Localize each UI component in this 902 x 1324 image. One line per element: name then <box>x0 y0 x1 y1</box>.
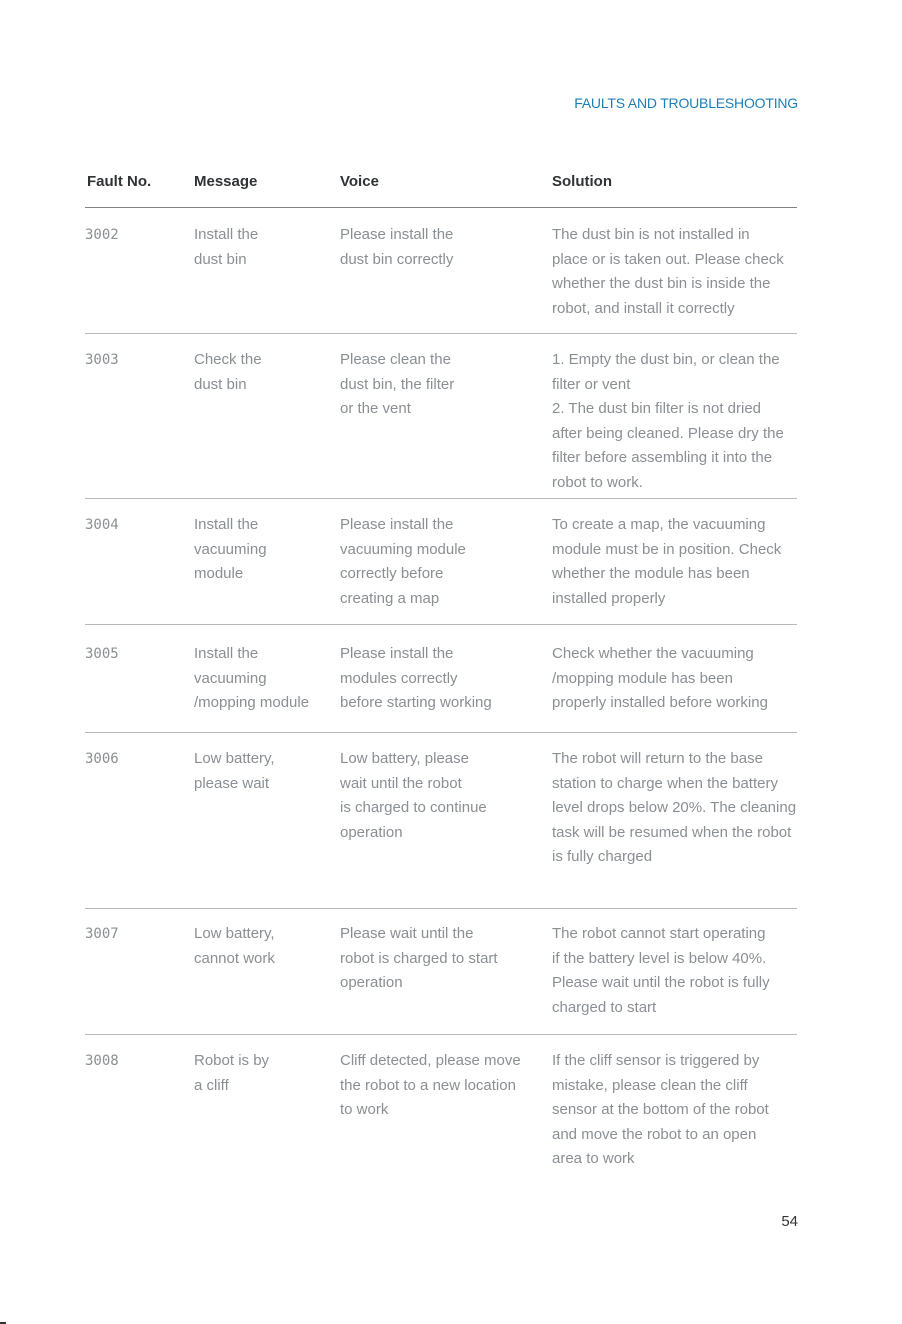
fault-voice: Low battery, please wait until the robot is charged to continue operation <box>340 750 487 841</box>
fault-solution: The robot will return to the base station to charge when the battery level drops below 20%. The cleaning task will be resumed when the robot is fully charged <box>552 750 797 865</box>
column-header-message: Message <box>194 173 258 190</box>
column-header-solution: Solution <box>552 173 612 190</box>
row-divider <box>85 333 797 334</box>
column-header-fault-no: Fault No. <box>87 173 152 190</box>
fault-solution: If the cliff sensor is triggered by mistake, please clean the cliff sensor at the bottom of the robot and move the robot to an open area to work <box>552 1052 769 1167</box>
fault-number: 3006 <box>85 751 119 767</box>
row-divider <box>85 1034 797 1035</box>
fault-voice: Cliff detected, please move the robot to a new location to work <box>340 1052 521 1118</box>
fault-message: Install the vacuuming module <box>194 516 267 582</box>
fault-message: Install the dust bin <box>194 226 259 268</box>
fault-number: 3003 <box>85 352 119 368</box>
fault-number: 3004 <box>85 517 119 533</box>
row-divider <box>85 624 797 625</box>
section-title: FAULTS AND TROUBLESHOOTING <box>574 95 798 111</box>
fault-voice: Please wait until the robot is charged to start operation <box>340 925 498 991</box>
fault-voice: Please install the vacuuming module correctly before creating a map <box>340 516 466 607</box>
fault-message: Robot is by a cliff <box>194 1052 270 1094</box>
row-divider <box>85 732 797 733</box>
fault-message: Low battery, cannot work <box>194 925 275 967</box>
fault-message: Install the vacuuming /mopping module <box>194 645 310 711</box>
row-divider <box>85 498 797 499</box>
fault-solution: 1. Empty the dust bin, or clean the filter or vent 2. The dust bin filter is not dried after being cleaned. Please dry the filter before assembling it into the robot to work. <box>552 351 784 491</box>
row-divider <box>85 908 797 909</box>
fault-number: 3005 <box>85 646 119 662</box>
fault-number: 3008 <box>85 1053 119 1069</box>
fault-number: 3002 <box>85 227 119 243</box>
fault-solution: The dust bin is not installed in place or is taken out. Please check whether the dust bin is inside the robot, and install it correctly <box>552 226 784 317</box>
fault-voice: Please install the dust bin correctly <box>340 226 454 268</box>
fault-number: 3007 <box>85 926 119 942</box>
fault-solution: Check whether the vacuuming /mopping module has been properly installed before working <box>552 645 768 711</box>
fault-voice: Please clean the dust bin, the filter or the vent <box>340 351 455 417</box>
page-number: 54 <box>781 1213 798 1230</box>
header-divider <box>85 207 797 208</box>
fault-solution: The robot cannot start operating if the battery level is below 40%. Please wait until the robot is fully charged to start <box>552 925 770 1016</box>
fault-voice: Please install the modules correctly before starting working <box>340 645 492 711</box>
fault-message: Check the dust bin <box>194 351 262 393</box>
fault-solution: To create a map, the vacuuming module must be in position. Check whether the module has been installed properly <box>552 516 782 607</box>
column-header-voice: Voice <box>340 173 379 190</box>
fault-message: Low battery, please wait <box>194 750 275 792</box>
